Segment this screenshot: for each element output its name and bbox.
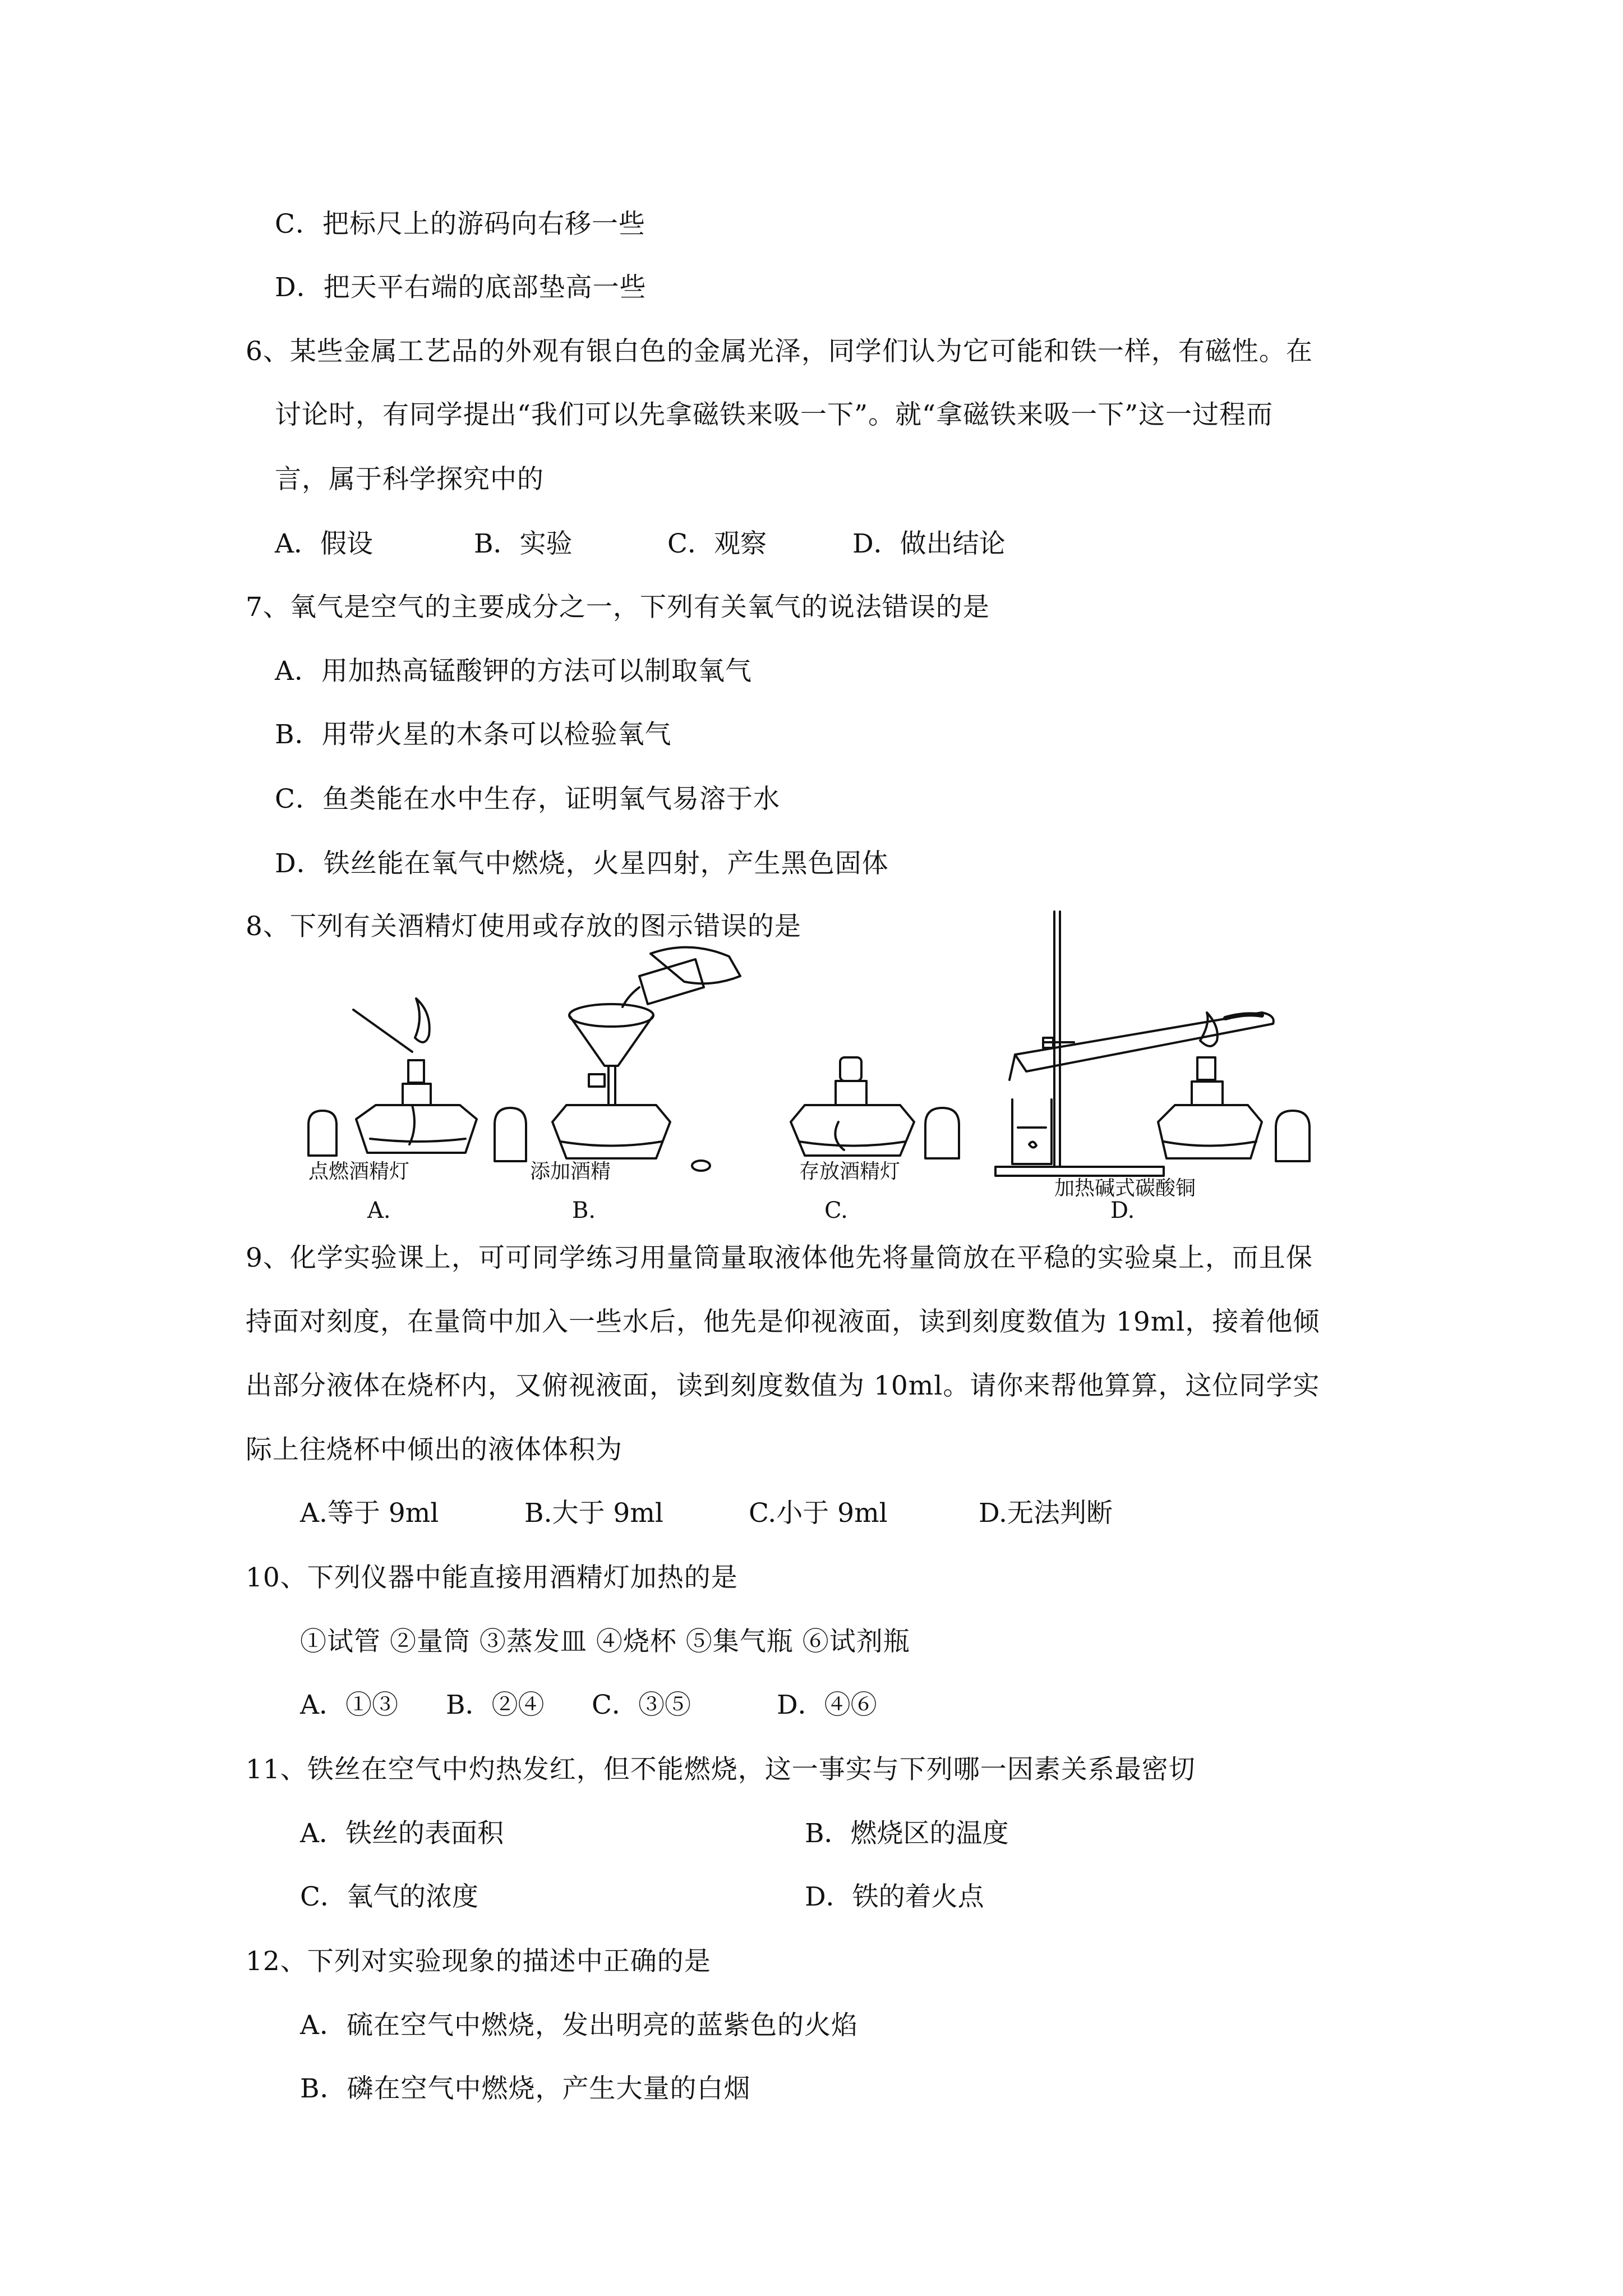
- figure-c-caption: 存放酒精灯: [799, 1160, 901, 1183]
- figure-d-lamp-cap: [1276, 1111, 1310, 1161]
- figure-a-caption: 点燃酒精灯: [308, 1160, 410, 1183]
- figure-b-bottle: [639, 959, 704, 1004]
- figure-d-beaker-mark: [1029, 1142, 1036, 1147]
- figure-a-lamp-neck: [403, 1084, 431, 1105]
- figure-a-letter: A.: [367, 1198, 391, 1223]
- figure-a-lamp-body: [356, 1105, 477, 1153]
- figure-a-wick: [409, 1105, 414, 1144]
- figure-b-lamp-body: [552, 1105, 670, 1158]
- figure-d-lamp-body: [1158, 1105, 1262, 1158]
- figure-c-letter: C.: [824, 1198, 848, 1223]
- figure-b-wick-cap: [589, 1074, 605, 1087]
- figure-c-wick-top: [840, 1057, 861, 1081]
- q9-option-c: C.小于 9ml: [749, 1498, 888, 1529]
- q9-option-b: B.大于 9ml: [524, 1498, 663, 1529]
- figure-c-lamp-cap: [925, 1108, 959, 1158]
- q11-stem: 11、铁丝在空气中灼热发红，但不能燃烧，这一事实与下列哪一因素关系最密切: [246, 1754, 1196, 1785]
- figure-b-caption: 添加酒精: [530, 1160, 611, 1183]
- q10-option-d: D．④⑥: [777, 1690, 877, 1720]
- figure-d-wick-holder: [1197, 1057, 1215, 1080]
- figure-a-match-stick: [353, 1010, 412, 1052]
- figure-d-delivery-tube: [1009, 1055, 1015, 1080]
- q10-option-a: A．①③: [300, 1690, 398, 1720]
- q10-stem: 10、下列仪器中能直接用酒精灯加热的是: [246, 1562, 738, 1593]
- figure-d-heating-setup: [995, 912, 1310, 1176]
- q11-option-a: A．铁丝的表面积: [300, 1818, 504, 1849]
- figure-b-funnel-rim: [569, 1004, 653, 1027]
- figure-b-adding-alcohol: [495, 947, 740, 1171]
- q10-option-c: C．③⑤: [592, 1690, 691, 1720]
- figure-d-letter: D.: [1110, 1198, 1135, 1223]
- figure-b-lamp-cap: [495, 1108, 526, 1161]
- q11-option-b: B．燃烧区的温度: [805, 1818, 1009, 1849]
- q10-options: [300, 1688, 1029, 1722]
- figure-c-lamp-neck: [836, 1081, 866, 1105]
- q9-option-a: A.等于 9ml: [300, 1498, 439, 1529]
- figure-a-liquid: [370, 1139, 465, 1142]
- q10-option-b: B．②④: [446, 1690, 545, 1720]
- q8-figure: [297, 903, 1324, 1234]
- figure-c-liquid: [799, 1142, 906, 1146]
- q10-items: ①试管 ②量筒 ③蒸发皿 ④烧杯 ⑤集气瓶 ⑥试剂瓶: [300, 1626, 910, 1657]
- figure-a-flame: [415, 999, 430, 1042]
- figure-d-beaker: [1012, 1099, 1052, 1164]
- q7-option-c: C．鱼类能在水中生存，证明氧气易溶于水: [275, 784, 780, 815]
- q8-stem: 8、下列有关酒精灯使用或存放的图示错误的是: [246, 911, 801, 942]
- q9-option-d: D.无法判断: [979, 1498, 1113, 1529]
- q9-stem-line-1: 9、化学实验课上，可可同学练习用量筒量取液体他先将量筒放在平稳的实验桌上，而且保: [246, 1243, 1313, 1273]
- figure-b-letter: B.: [572, 1198, 596, 1223]
- q6-option-b: B．实验: [474, 528, 573, 559]
- q6-option-c: C．观察: [667, 528, 767, 559]
- figure-d-lamp-neck: [1192, 1082, 1223, 1105]
- q7-stem: 7、氧气是空气的主要成分之一，下列有关氧气的说法错误的是: [246, 592, 990, 623]
- figure-c-storing-lamp: [791, 1057, 959, 1158]
- q6-options: [275, 527, 1172, 561]
- q6-stem-line-1: 6、某些金属工艺品的外观有银白色的金属光泽，同学们认为它可能和铁一样，有磁性。在: [246, 336, 1313, 367]
- figure-b-small-cap: [692, 1161, 710, 1171]
- q5-option-c: C．把标尺上的游码向右移一些: [275, 209, 645, 240]
- q6-stem-line-3: 言，属于科学探究中的: [275, 464, 544, 495]
- figure-d-flame: [1200, 1013, 1218, 1046]
- q5-option-d: D．把天平右端的底部垫高一些: [275, 272, 647, 303]
- q9-options: [300, 1497, 1253, 1530]
- q6-option-a: A．假设: [275, 528, 373, 559]
- q9-stem-line-2: 持面对刻度，在量筒中加入一些水后，他先是仰视液面，读到刻度数值为 19ml，接着他倾: [246, 1306, 1320, 1337]
- figure-a-wick-holder: [408, 1060, 424, 1083]
- q12-option-b: B．磷在空气中燃烧，产生大量的白烟: [300, 2073, 751, 2104]
- q11-option-d: D．铁的着火点: [805, 1881, 984, 1912]
- figure-b-liquid: [561, 1142, 662, 1146]
- figure-c-lamp-body: [791, 1105, 914, 1156]
- q12-option-a: A．硫在空气中燃烧，发出明亮的蓝紫色的火焰: [300, 2010, 858, 2041]
- figure-d-stand-base: [995, 1167, 1164, 1176]
- figure-b-hand: [651, 947, 740, 984]
- q8-figure-svg: [297, 903, 1324, 1234]
- q7-option-d: D．铁丝能在氧气中燃烧，火星四射，产生黑色固体: [275, 848, 889, 879]
- q9-stem-line-3: 出部分液体在烧杯内，又俯视液面，读到刻度数值为 10ml。请你来帮他算算，这位同学实: [246, 1370, 1320, 1401]
- q6-option-d: D．做出结论: [852, 528, 1006, 559]
- q7-option-a: A．用加热高锰酸钾的方法可以制取氧气: [275, 656, 752, 687]
- figure-a-lamp-cap: [308, 1111, 336, 1156]
- q6-stem-line-2: 讨论时，有同学提出“我们可以先拿磁铁来吸一下”。就“拿磁铁来吸一下”这一过程而: [275, 399, 1274, 430]
- q7-option-b: B．用带火星的木条可以检验氧气: [275, 719, 672, 750]
- q12-stem: 12、下列对实验现象的描述中正确的是: [246, 1946, 711, 1977]
- figure-d-powder: [1225, 1014, 1262, 1018]
- q9-stem-line-4: 际上往烧杯中倾出的液体体积为: [246, 1434, 623, 1465]
- q11-options-row-1: [300, 1817, 1141, 1851]
- figure-a-lighting-lamp: [308, 999, 477, 1156]
- q11-option-c: C．氧气的浓度: [300, 1881, 478, 1912]
- figure-d-liquid: [1164, 1142, 1256, 1146]
- q11-options-row-2: [300, 1880, 1141, 1914]
- figure-d-caption: 加热碱式碳酸铜: [1054, 1177, 1196, 1200]
